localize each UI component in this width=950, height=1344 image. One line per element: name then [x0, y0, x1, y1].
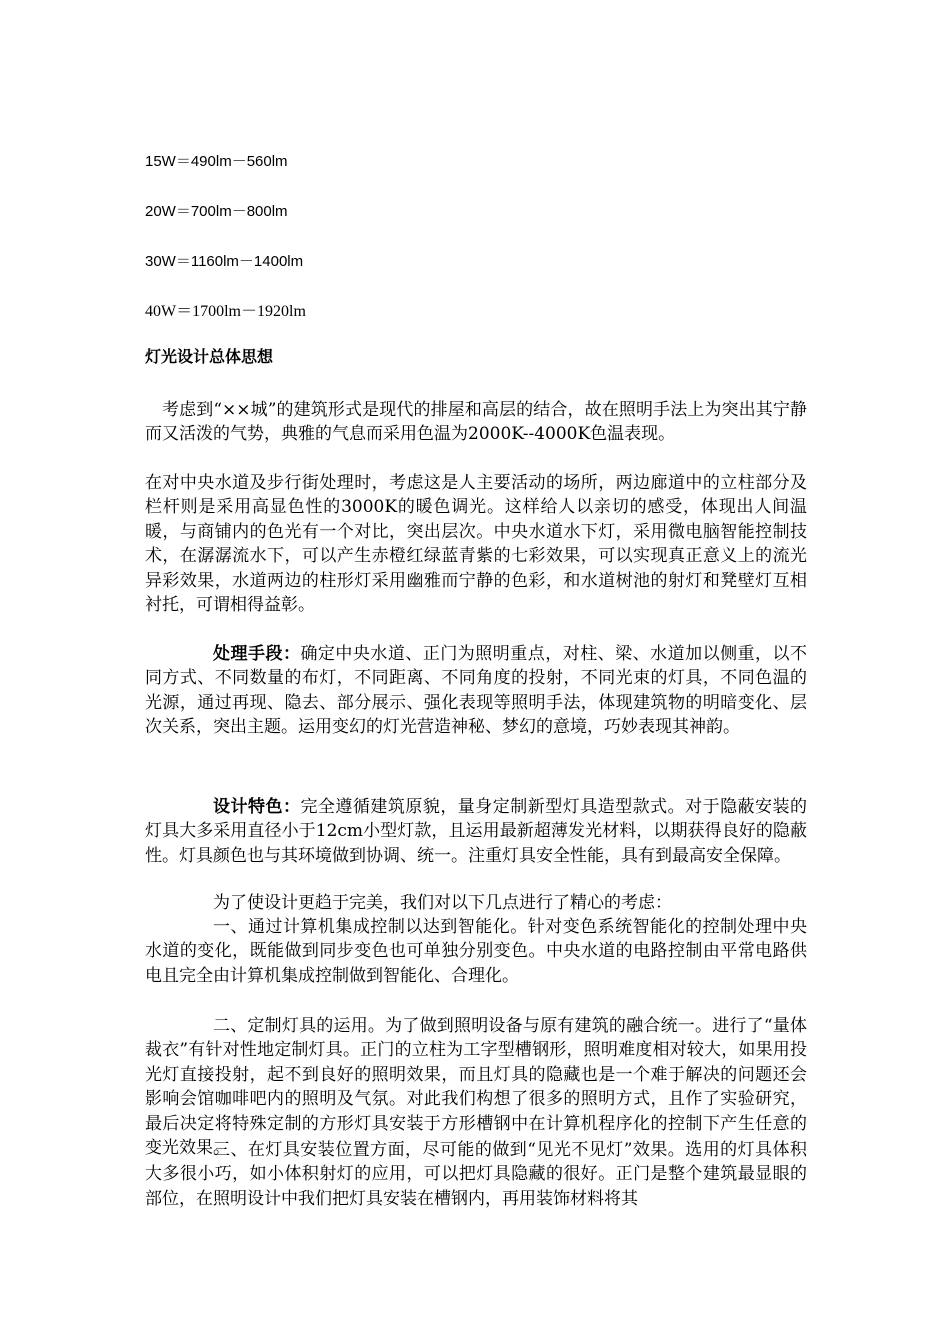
spec-line-30w: 30W＝1160lm－1400lm: [145, 253, 304, 270]
design-features-text: 完全遵循建筑原貌，量身定制新型灯具造型款式。对于隐蔽安装的灯具大多采用直径小于12cm小型灯款，且运用最新超薄发光材料，以期获得良好的隐蔽性。灯具颜色也与其环境做到协调、统一。注重灯具安全性能，具有到最高安全保障。: [145, 797, 808, 866]
paragraph-design-features: [145, 795, 807, 868]
paragraph-processing-methods: [145, 642, 807, 740]
spec-line-15w: 15W＝490lm－560lm: [145, 153, 288, 170]
spec-line-20w: 20W＝700lm－800lm: [145, 203, 288, 220]
section-title: 灯光设计总体思想: [145, 347, 274, 366]
processing-methods-text: 确定中央水道、正门为照明重点，对柱、梁、水道加以侧重，以不同方式、不同数量的布灯，不同距离、不同角度的投射，不同光束的灯具，不同色温的光源，通过再现、隐去、部分展示、强化表现等照明手法，体现建筑物的明暗变化、层次关系，突出主题。运用变幻的灯光营造神秘、梦幻的意境，巧妙表现其神韵。: [145, 644, 808, 738]
paragraph-central-waterway: 在对中央水道及步行街处理时，考虑这是人主要活动的场所，两边廊道中的立柱部分及栏杆则是采用高显色性的3000K的暖色调光。这样给人以亲切的感受，体现出人间温暖，与商铺内的色光有一个对比，突出层次。中央水道水下灯，采用微电脑智能控制技术，在潺潺流水下，可以产生赤橙红绿蓝青紫的七彩效果，可以实现真正意义上的流光异彩效果，水道两边的柱形灯采用幽雅而宁静的色彩，和水道树池的射灯和凳壁灯互相衬托，可谓相得益彰。: [145, 473, 807, 616]
paragraph-intro: 考虑到“××城”的建筑形式是现代的排屋和高层的结合，故在照明手法上为突出其宁静而又活泼的气势，典雅的气息而采用色温为2000K--4000K色温表现。: [145, 400, 807, 445]
paragraph-point-two: 二、定制灯具的运用。为了做到照明设备与原有建筑的融合统一。进行了“量体裁衣”有针对性地定制灯具。正门的立柱为工字型槽钢形，照明难度相对较大，如果用投光灯直接投射，起不到良好的照明效果，而且灯具的隐藏也是一个难于解决的问题还会影响会馆咖啡吧内的照明及气氛。对此我们构想了很多的照明方式，且作了实验研究，最后决定将特殊定制的方形灯具安装于方形槽钢中在计算机程序化的控制下产生任意的变光效果。: [145, 1016, 807, 1159]
spec-line-40w: 40W＝1700lm－1920lm: [145, 303, 306, 320]
paragraph-point-one: 一、通过计算机集成控制以达到智能化。针对变色系统智能化的控制处理中央水道的变化，既能做到同步变色也可单独分别变色。中央水道的电路控制由平常电路供电且完全由计算机集成控制做到智能化、合理化。: [145, 917, 807, 986]
design-features-label: 设计特色：: [213, 797, 301, 817]
processing-methods-label: 处理手段：: [213, 644, 301, 664]
paragraph-considerations-intro: 为了使设计更趋于完美，我们对以下几点进行了精心的考虑：: [213, 893, 672, 913]
paragraph-point-three: 三、在灯具安装位置方面，尽可能的做到“见光不见灯”效果。选用的灯具体积大多很小巧，如小体积射灯的应用，可以把灯具隐藏的很好。正门是整个建筑最显眼的部位，在照明设计中我们把灯具安装在槽钢内，再用装饰材料将其: [145, 1140, 807, 1209]
